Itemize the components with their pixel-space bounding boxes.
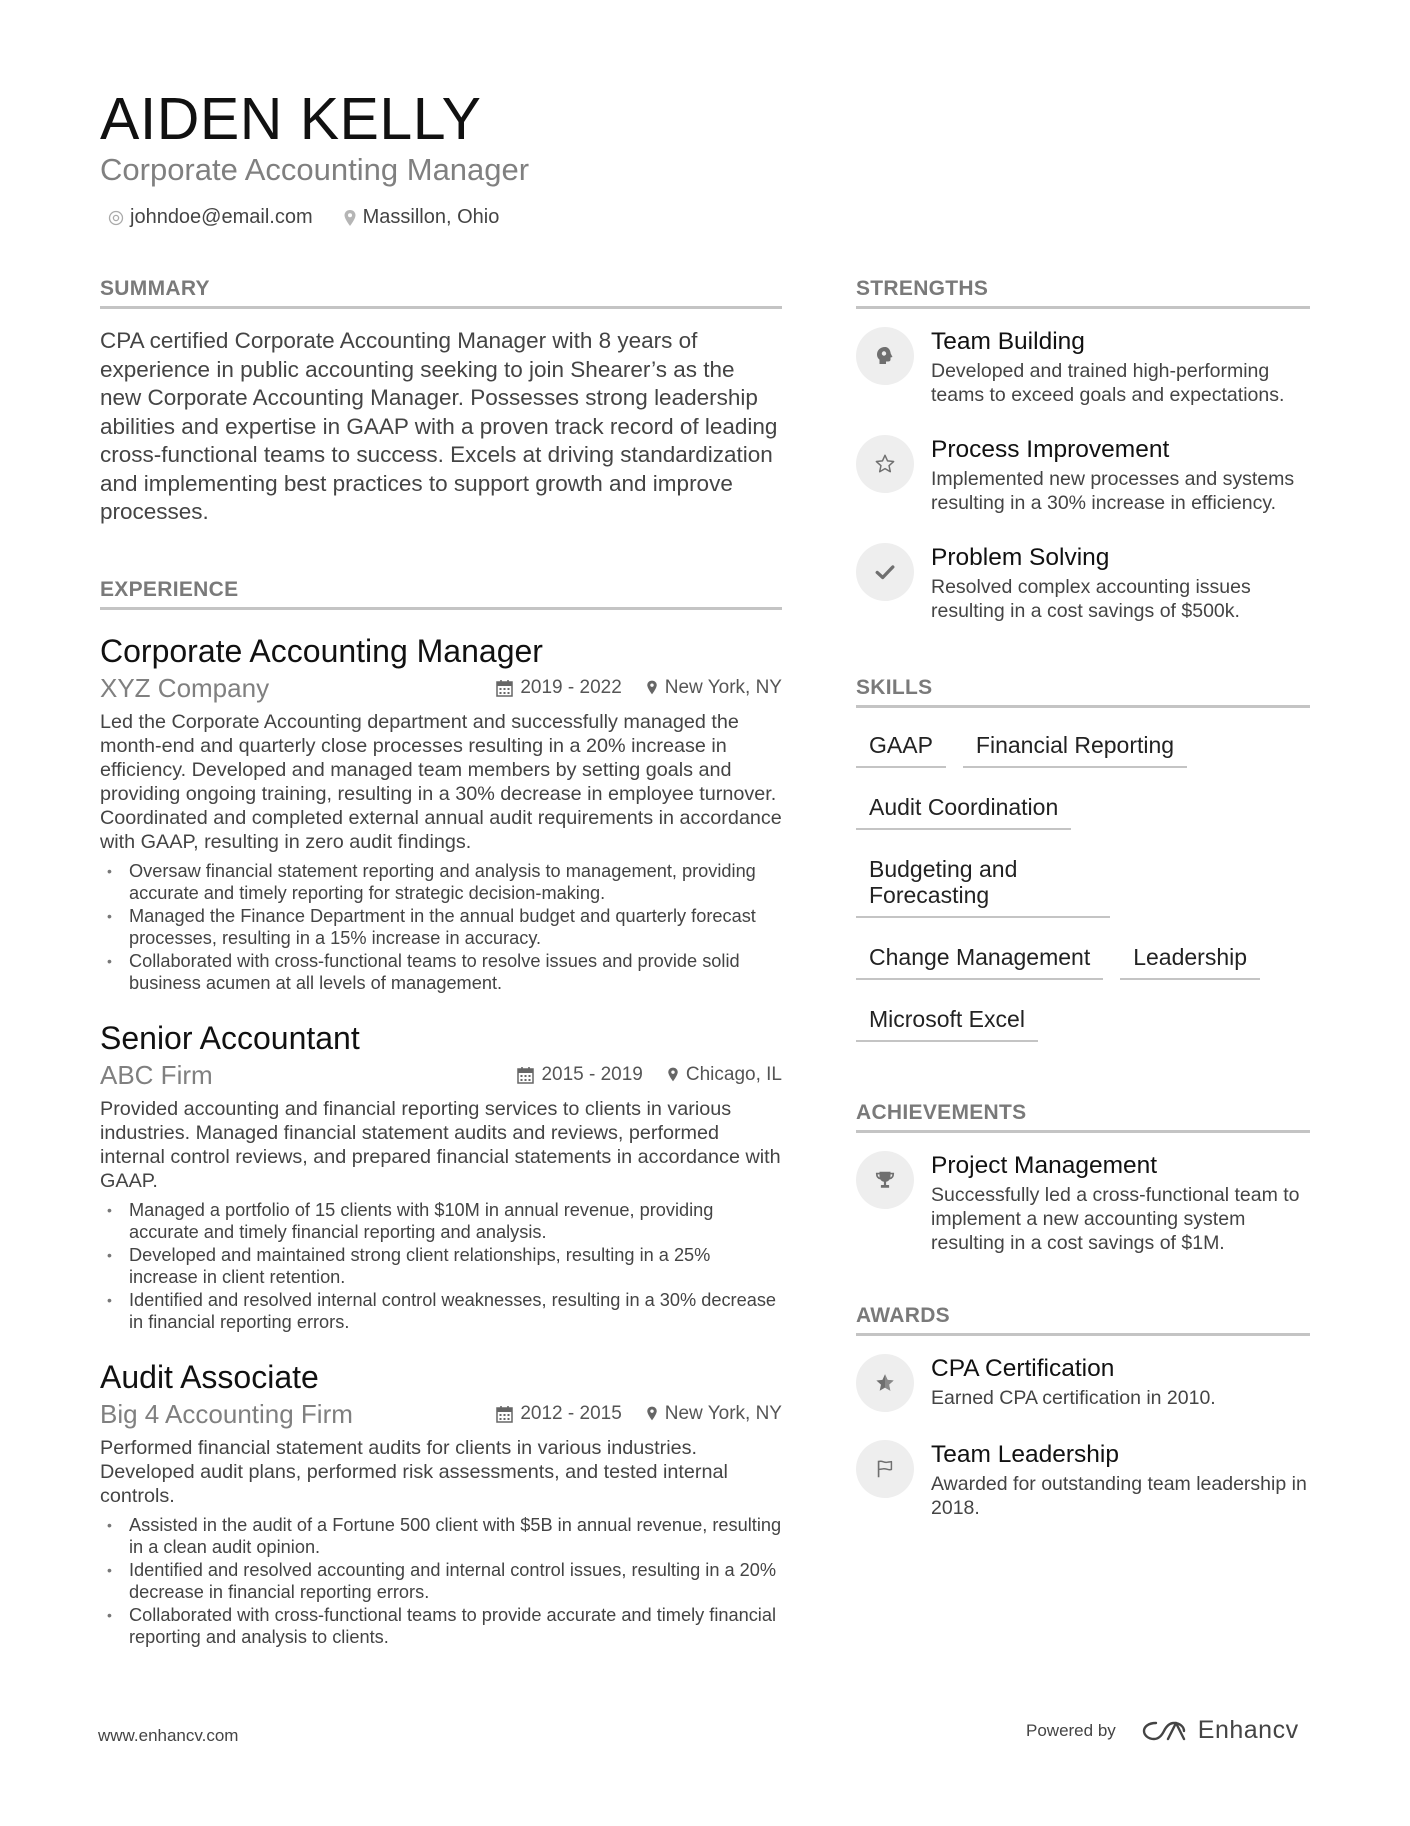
strength-desc: Implemented new processes and systems resulting in a 30% increase in efficiency. <box>931 468 1295 514</box>
trophy-icon <box>856 1151 914 1209</box>
skills-heading: SKILLS <box>856 675 1310 708</box>
star-icon <box>856 435 914 493</box>
location-text: Massillon, Ohio <box>362 206 500 228</box>
award-desc: Earned CPA certification in 2010. <box>931 1387 1216 1409</box>
job-location-text: Chicago, IL <box>685 1063 782 1085</box>
calendar-icon <box>517 1066 534 1084</box>
job-location <box>646 677 782 699</box>
job-dates <box>496 677 621 699</box>
job-title: Audit Associate <box>100 1358 319 1395</box>
strength-desc: Resolved complex accounting issues resulting in a cost savings of $500k. <box>931 576 1251 622</box>
calendar-icon <box>496 679 513 697</box>
strength-body <box>931 327 1310 407</box>
job-bullet: • Assisted in the audit of a Fortune 500 client with $5B in annual revenue, resulting in a clean audit opinion. <box>100 1514 782 1559</box>
skill-tag: GAAP <box>856 724 946 768</box>
company-name: Big 4 Accounting Firm <box>100 1398 353 1429</box>
job-bullet: • Managed a portfolio of 15 clients with $10M in annual revenue, providing accurate and timely financial reporting and analysis. <box>100 1199 782 1244</box>
job-bullets <box>100 1199 782 1334</box>
skill-tag: Microsoft Excel <box>856 998 1038 1042</box>
strength-body <box>931 543 1310 623</box>
strength-item <box>856 327 1310 407</box>
job-dates-text: 2019 - 2022 <box>520 676 622 698</box>
job-description: Led the Corporate Accounting department and successfully managed the month-end and quarterly close processes resulting in a 20% increase in efficiency. Developed and managed team members by setting goals and providing ongoing training, resulting in a 30% decrease in employee turnover. Coordinated and completed external annual audit requirements in accordance with GAAP, resulting in zero audit findings. <box>100 710 782 853</box>
job-title: Corporate Accounting Manager <box>100 632 543 669</box>
award-title: Team Leadership <box>931 1441 1119 1468</box>
skills-list <box>856 724 1310 1060</box>
strength-title: Team Building <box>931 328 1085 355</box>
map-pin-icon <box>646 679 658 696</box>
skill-tag: Leadership <box>1120 936 1260 980</box>
star-award-icon <box>856 1354 914 1412</box>
contact-row <box>108 206 529 229</box>
strength-title: Problem Solving <box>931 544 1110 571</box>
job-bullet: • Collaborated with cross-functional teams to provide accurate and timely financial reporting and analysis to clients. <box>100 1604 782 1649</box>
job-bullet: • Identified and resolved accounting and internal control issues, resulting in a 20% decrease in financial reporting errors. <box>100 1559 782 1604</box>
experience-entry <box>100 632 782 995</box>
strength-title: Process Improvement <box>931 436 1170 463</box>
strengths-heading: STRENGTHS <box>856 276 1310 309</box>
job-meta <box>100 1398 782 1430</box>
job-meta-right <box>472 677 782 699</box>
job-meta <box>100 672 782 704</box>
job-title: Senior Accountant <box>100 1019 360 1056</box>
skill-tag: Change Management <box>856 936 1103 980</box>
strength-desc: Developed and trained high-performing teams to exceed goals and expectations. <box>931 360 1285 406</box>
map-pin-icon <box>646 1405 658 1422</box>
achievement-title: Project Management <box>931 1152 1158 1179</box>
company-name: XYZ Company <box>100 672 270 703</box>
award-item <box>856 1354 1310 1412</box>
job-dates <box>517 1064 642 1086</box>
award-item <box>856 1440 1310 1520</box>
brain-icon <box>856 327 914 385</box>
job-dates-text: 2012 - 2015 <box>520 1402 622 1424</box>
check-icon <box>856 543 914 601</box>
flag-icon <box>856 1440 914 1498</box>
summary-heading: SUMMARY <box>100 276 782 309</box>
email-text: johndoe@email.com <box>130 206 313 228</box>
skill-tag: Budgeting and Forecasting <box>856 848 1110 918</box>
job-meta <box>100 1059 782 1091</box>
job-bullet: • Oversaw financial statement reporting and analysis to management, providing accurate and timely reporting for strategic decision-making. <box>100 860 782 905</box>
achievement-desc: Successfully led a cross-functional team to implement a new accounting system resulting in a cost savings of $1M. <box>931 1184 1300 1254</box>
achievement-body <box>931 1151 1310 1255</box>
strength-item <box>856 435 1310 515</box>
experience-entry <box>100 1358 782 1649</box>
job-location <box>667 1064 782 1086</box>
award-body <box>931 1440 1310 1520</box>
job-dates <box>496 1403 621 1425</box>
calendar-icon <box>496 1405 513 1423</box>
footer-website[interactable]: www.enhancv.com <box>98 1726 239 1745</box>
job-description: Performed financial statement audits for clients in various industries. Developed audit plans, performed risk assessments, and tested internal controls. <box>100 1436 728 1507</box>
job-bullet: • Developed and maintained strong client relationships, resulting in a 25% increase in client retention. <box>100 1244 782 1289</box>
experience-heading: EXPERIENCE <box>100 577 782 610</box>
job-description: Provided accounting and financial reporting services to clients in various industries. Managed financial statement audits and reviews, performed internal control reviews, and prepared financial statements in accordance with GAAP. <box>100 1097 781 1192</box>
company-name: ABC Firm <box>100 1059 213 1090</box>
skill-tag: Financial Reporting <box>963 724 1187 768</box>
job-meta-right <box>493 1064 782 1086</box>
powered-by-text: Powered by <box>1026 1720 1116 1740</box>
job-bullet: • Identified and resolved internal control weaknesses, resulting in a 30% decrease in financial reporting errors. <box>100 1289 782 1334</box>
achievement-item <box>856 1151 1310 1255</box>
enhancv-logo[interactable] <box>1140 1716 1299 1745</box>
experience-entry <box>100 1019 782 1334</box>
award-body <box>931 1354 1216 1410</box>
job-meta-right <box>472 1403 782 1425</box>
skill-tag: Audit Coordination <box>856 786 1071 830</box>
summary-text: CPA certified Corporate Accounting Manager with 8 years of experience in public accounting seeking to join Shearer’s as the new Corporate Accounting Manager. Possesses strong leadership abilities and expertise in GAAP with a proven track record of leading cross-functional teams to success. Excels at driving standardization and implementing best practices to support growth and improve processes. <box>100 328 778 524</box>
strength-item <box>856 543 1310 623</box>
email-contact[interactable] <box>108 206 313 229</box>
right-column <box>856 276 1310 1520</box>
award-title: CPA Certification <box>931 1355 1115 1382</box>
map-pin-icon <box>343 209 357 227</box>
left-column <box>100 276 782 1649</box>
job-dates-text: 2015 - 2019 <box>541 1063 643 1085</box>
strength-body <box>931 435 1310 515</box>
candidate-role: Corporate Accounting Manager <box>100 152 530 187</box>
achievements-heading: ACHIEVEMENTS <box>856 1100 1310 1133</box>
map-pin-icon <box>667 1066 679 1083</box>
job-bullets <box>100 1514 782 1649</box>
location-contact <box>343 206 500 229</box>
job-location-text: New York, NY <box>664 1402 782 1424</box>
at-icon <box>108 210 124 226</box>
brand-name: Enhancv <box>1197 1716 1299 1744</box>
enhancv-logo-icon <box>1140 1718 1188 1744</box>
job-bullet: • Managed the Finance Department in the annual budget and quarterly forecast processes, resulting in a 15% increase in accuracy. <box>100 905 782 950</box>
candidate-name: AIDEN KELLY <box>100 86 482 152</box>
job-location <box>646 1403 782 1425</box>
award-desc: Awarded for outstanding team leadership in 2018. <box>931 1473 1307 1519</box>
job-location-text: New York, NY <box>664 676 782 698</box>
footer-branding <box>1026 1716 1299 1745</box>
job-bullets <box>100 860 782 995</box>
job-bullet: • Collaborated with cross-functional teams to resolve issues and provide solid business acumen at all levels of management. <box>100 950 782 995</box>
awards-heading: AWARDS <box>856 1303 1310 1336</box>
